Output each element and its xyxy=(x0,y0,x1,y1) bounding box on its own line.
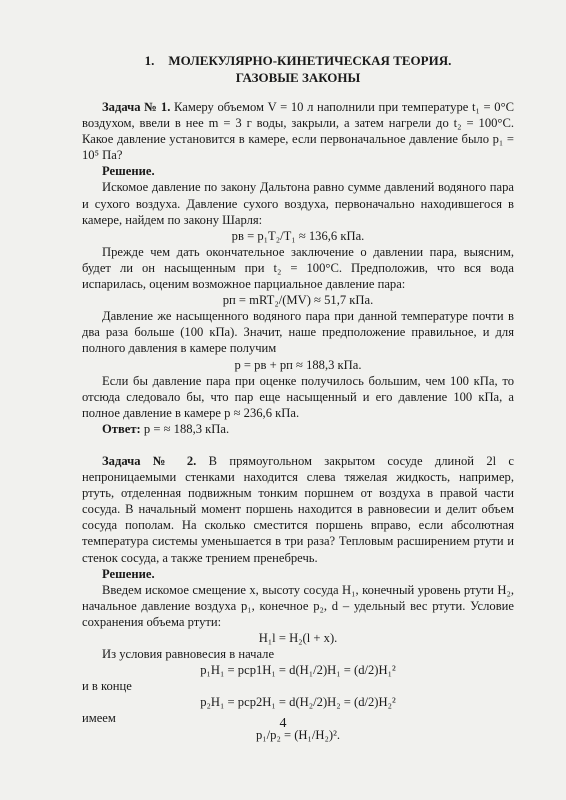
task1-solution-label: Решение. xyxy=(102,164,155,179)
task1-paragraph-2: Прежде чем дать окончательное заключение о давлении пара, выясним, будет ли он насыщенным при t₂ = 100°C. Предположив, что вся вода испарилась, оценим возможное парциальное давление пара: xyxy=(82,244,514,292)
task1-formula-1: pв = p₁T₂/T₁ ≈ 136,6 кПа. xyxy=(231,228,365,243)
task2-formula-3: p₂H₁ = pср2H₁ = d(H₂/2)H₂ = (d/2)H₂² xyxy=(200,695,396,710)
task2-text: В прямоугольном закрытом сосуде длиной 2l с непроницаемыми стенками находится слева тяжелая жидкость, например, ртуть, отделенная подвижным тонким поршнем от воздуха в правой части сосуда. В начальный момент поршень находится в равновесии и делит объем сосуда пополам. На сколько сместится поршень вправо, если абсолютная температура системы уменьшается в три раза? Тепловым расширением ртути и стенок сосуда, а также трением пренебречь. xyxy=(82,453,514,565)
task2-formula-4: p₁/p₂ = (H₁/H₂)². xyxy=(255,727,341,742)
page-number: 4 xyxy=(279,716,287,731)
task1-paragraph-1: Искомое давление по закону Дальтона равно сумме давлений водяного пара и сухого воздуха. Давление сухого воздуха, первоначально находившегося в камере, найдем по закону Шарля: xyxy=(82,180,514,227)
task1-answer-value: p = ≈ 188,3 кПа. xyxy=(143,421,230,436)
chapter-title-line1: МОЛЕКУЛЯРНО-КИНЕТИЧЕСКАЯ ТЕОРИЯ. xyxy=(168,53,452,68)
section-gap xyxy=(82,437,514,453)
task2-paragraph-4: имеем xyxy=(82,711,116,726)
task2-paragraph-1: Введем искомое смещение x, высоту сосуда H₁, конечный уровень ртути H₂, начальное давление воздуха p₁, конечное p₂, d – удельный вес ртути. Условие сохранения объема ртути: xyxy=(82,582,514,629)
page-content xyxy=(82,52,514,743)
task2-solution-label: Решение. xyxy=(102,566,155,581)
chapter-title-line2: ГАЗОВЫЕ ЗАКОНЫ xyxy=(235,70,361,85)
task2-formula-2: p₁H₁ = pср1H₁ = d(H₁/2)H₁ = (d/2)H₁² xyxy=(200,663,396,678)
task1-formula-2: pп = mRT₂/(MV) ≈ 51,7 кПа. xyxy=(222,293,374,308)
task1-paragraph-4: Если бы давление пара при оценке получилось большим, чем 100 кПа, то отсюда следовало бы, что пар еще насыщенный и его давление 100 кПа, а полное давление в камере p ≈ 236,6 кПа. xyxy=(82,373,514,420)
task1-answer xyxy=(82,421,514,437)
task1-answer-label: Ответ: xyxy=(102,421,141,436)
task2-paragraph-3: и в конце xyxy=(82,679,132,694)
task1-statement xyxy=(82,99,514,163)
task2-paragraph-2: Из условия равновесия в начале xyxy=(102,647,275,662)
task1-label: Задача № 1. xyxy=(102,100,171,114)
chapter-title xyxy=(82,52,514,86)
task1-text: Камеру объемом V = 10 л наполнили при температуре t₁ = 0°C воздухом, ввели в нее m = 3 г воды, закрыли, а затем нагрели до t₂ = 100°C. Какое давление установится в камере, если первоначальное давление было p₁ = 10⁵ Па? xyxy=(82,100,515,163)
task2-label: Задача № 2. xyxy=(102,453,197,468)
task2-statement xyxy=(82,453,514,566)
task2-formula-1: H₁l = H₂(l + x). xyxy=(258,631,338,645)
task1-formula-3: p = pв + pп ≈ 188,3 кПа. xyxy=(234,357,362,372)
task1-paragraph-3: Давление же насыщенного водяного пара при данной температуре почти в два раза больше (100 кПа). Значит, наше предположение правильное, и для полного давления в камере получим xyxy=(82,309,514,356)
chapter-number: 1. xyxy=(144,53,155,68)
